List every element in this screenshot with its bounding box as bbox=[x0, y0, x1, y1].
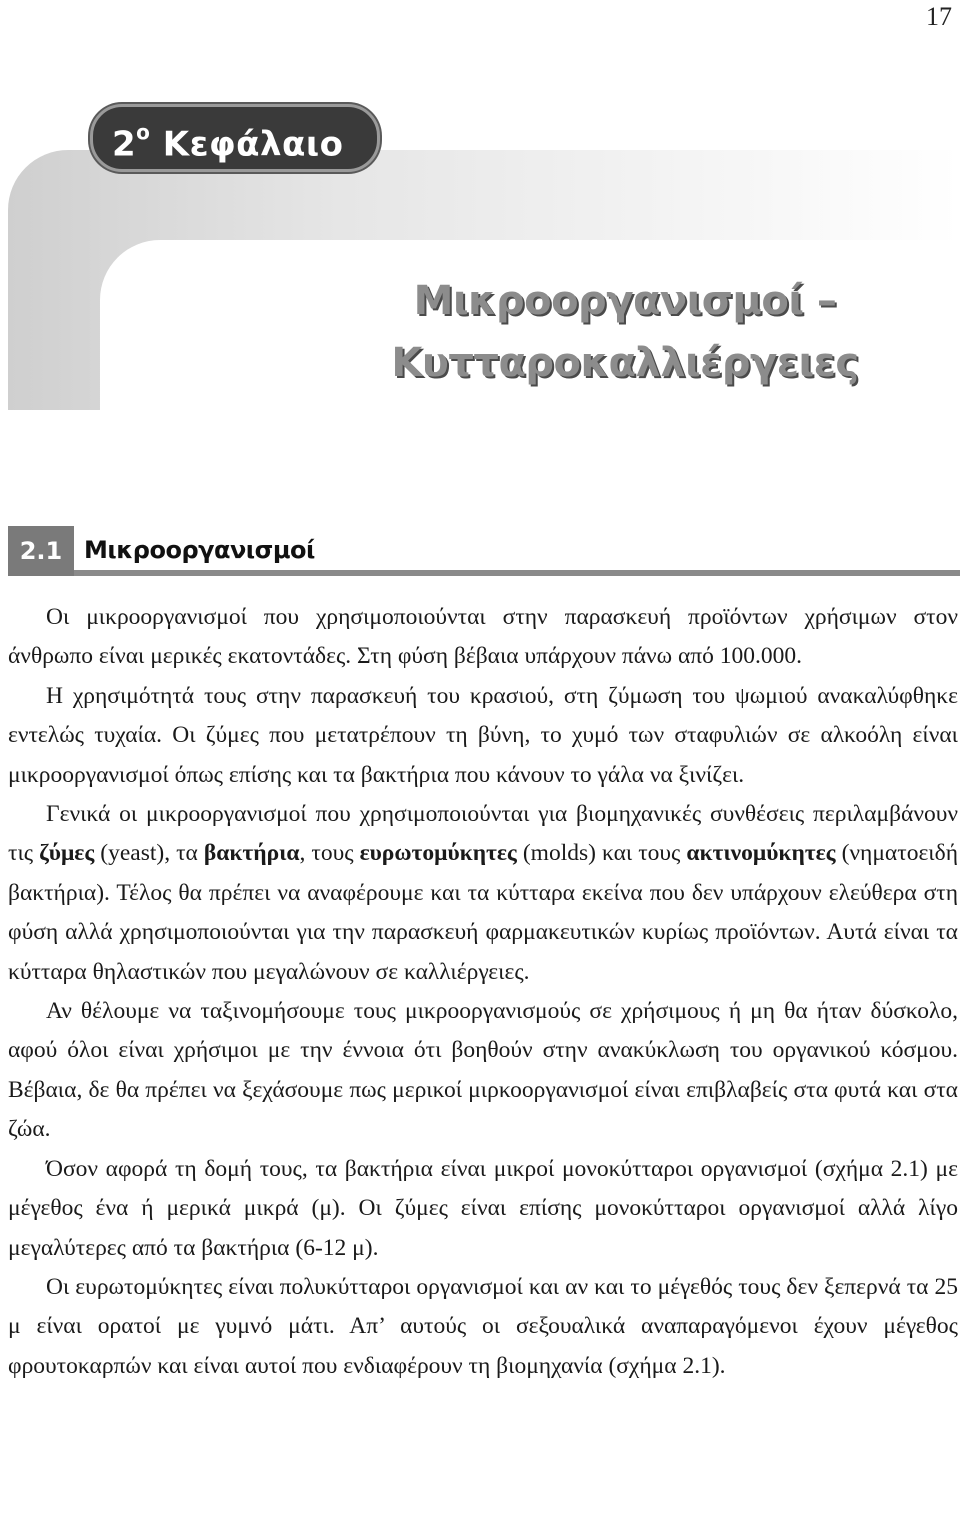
chapter-label bbox=[112, 108, 343, 164]
paragraph-3-text: , τους bbox=[299, 840, 360, 867]
chapter-title-line-2: Κυτταροκαλλιέργειες bbox=[391, 340, 859, 386]
paragraph-3-text: (molds) και τους bbox=[516, 840, 687, 867]
term-molds: ευρωτομύκητες bbox=[359, 840, 517, 867]
chapter-word: Κεφάλαιο bbox=[162, 124, 344, 165]
paragraph-4: Αν θέλουμε να ταξινομήσουμε τους μικροοργανισμούς σε χρήσιμους ή μη θα ήταν δύσκολο, αφού όλοι είναι χρήσιμοι με την έννοια ότι βοηθούν στην ανακύκλωση του οργανικού κόσμου. Βέβαια, δε θα πρέπει να ξεχάσουμε πως μερικοί μιρκοοργανισμοί είναι επιβλαβείς στα φυτά και στα ζώα. bbox=[8, 998, 958, 1143]
section-rule bbox=[74, 570, 960, 576]
term-yeast: ζύμες bbox=[39, 840, 95, 867]
paragraph-3-text: (yeast), τα bbox=[94, 840, 204, 867]
section-number: 2.1 bbox=[19, 537, 63, 565]
body-text bbox=[8, 598, 958, 1386]
chapter-number: 2 bbox=[112, 124, 137, 165]
paragraph-3-text: Γενικά οι μικροοργανισμοί που χρησιμοποιούνται για βιομηχανικές συνθέσεις περιλαμβάνουν τις bbox=[8, 801, 958, 867]
section-title: Μικροοργανισμοί bbox=[84, 536, 315, 564]
term-bacteria: βακτήρια bbox=[203, 840, 300, 867]
paragraph-1: Οι μικροοργανισμοί που χρησιμοποιούνται στην παρασκευή προϊόντων χρήσιμων στον άνθρωπο είναι μερικές εκατοντάδες. Στη φύση βέβαια υπάρχουν πάνω από 100.000. bbox=[8, 604, 958, 670]
term-actinomycetes: ακτινομύκητες bbox=[686, 840, 836, 867]
chapter-title bbox=[300, 270, 950, 394]
chapter-ordinal: ο bbox=[136, 120, 151, 144]
paragraph-6: Οι ευρωτομύκητες είναι πολυκύτταροι οργανισμοί και αν και το μέγεθός τους δεν ξεπερνά τα 25 μ είναι ορατοί με γυμνό μάτι. Απ’ αυτούς οι σεξουαλικά αναπαραγόμενοι έχουν μέγεθος φρουτοκαρπών και είναι αυτοί που ενδιαφέρουν τη βιομηχανία (σχήμα 2.1). bbox=[8, 1273, 958, 1379]
page-number: 17 bbox=[926, 2, 952, 31]
paragraph-5: Όσον αφορά τη δομή τους, τα βακτήρια είναι μικροί μονοκύτταροι οργανισμοί (σχήμα 2.1) με μέγεθος ένα ή μερικά μικρά (μ). Οι ζύμες είναι επίσης μονοκύτταροι οργανισμοί αλλά λίγο μεγαλύτερες από τα βακτήρια (6-12 μ). bbox=[8, 1155, 958, 1261]
paragraph-3 bbox=[8, 795, 958, 992]
paragraph-3-text: (νηματοειδή βακτήρια). Τέλος θα πρέπει να αναφέρουμε και τα κύτταρα εκείνα που δεν υπάρχουν ελεύθερα στη φύση αλλά χρησιμοποιούνται για την παρασκευή φαρμακευτικών κυρίως προϊόντων. Αυτά είναι τα κύτταρα θηλαστικών που μεγαλώνουν σε καλλιέργειες. bbox=[8, 840, 958, 985]
paragraph-2: Η χρησιμότητά τους στην παρασκευή του κρασιού, στη ζύμωση του ψωμιού ανακαλύφθηκε εντελώς τυχαία. Οι ζύμες που μετατρέπουν τη βύνη, το χυμό των σταφυλιών σε αλκοόλη είναι μικροοργανισμοί όπως επίσης και τα βακτήρια που κάνουν το γάλα να ξινίζει. bbox=[8, 682, 958, 788]
chapter-title-line-1: Μικροοργανισμοί – bbox=[413, 278, 837, 324]
